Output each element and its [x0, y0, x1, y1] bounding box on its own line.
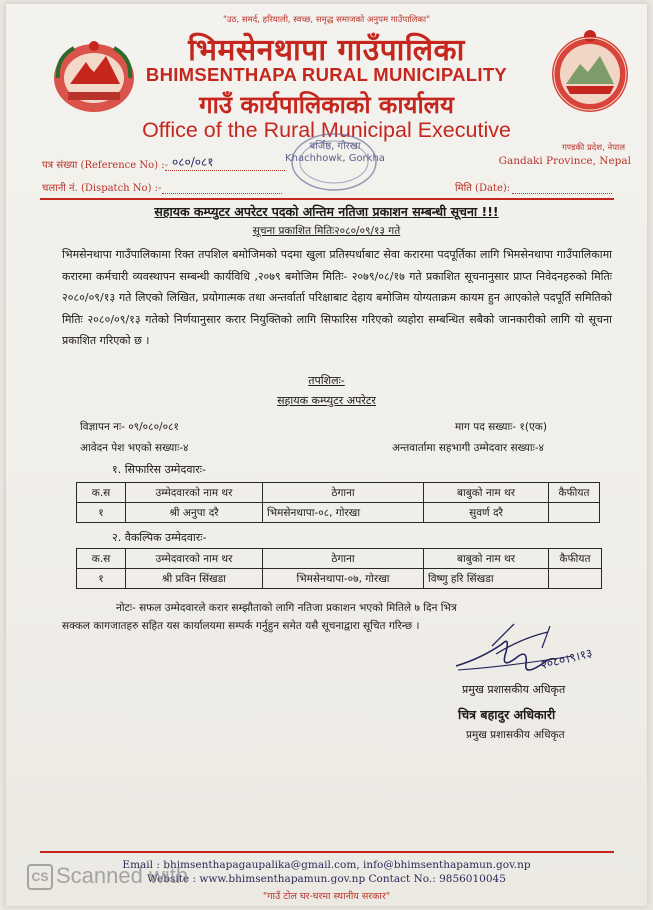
col-father: बाबुको नाम थर [424, 549, 549, 569]
col-name: उम्मेदवारको नाम थर [126, 483, 263, 503]
signature-date: २०८०।९।१३ [539, 645, 594, 673]
cell-remarks [549, 503, 600, 523]
details-label: तपशिलः- [308, 374, 345, 387]
cell-sn: १ [77, 569, 126, 589]
office-name-en: Office of the Rural Municipal Executive [142, 118, 511, 142]
note-line-2: सक्कल कागजातहरु सहित यस कार्यालयमा सम्पर्क गर्नुहुन समेत यसै सूचनाद्वारा सूचित गरिन्छ । [62, 620, 420, 632]
signatory-title: प्रमुख प्रशासकीय अधिकृत [462, 683, 566, 696]
stamp-text [265, 141, 405, 165]
stamp-line-en: Khachhowk, Gorkha [285, 153, 385, 164]
cell-father: विष्णु हरि सिंखडा [424, 569, 549, 589]
col-remarks: कैफीयत [549, 549, 602, 569]
footer-divider [40, 851, 614, 853]
col-address: ठेगाना [263, 549, 424, 569]
letterhead-divider [40, 198, 614, 200]
notice-body: भिमसेनथापा गाउँपालिकामा रिक्त तपशिल बमोजिमको पदमा खुला प्रतिस्पर्धाबाट सेवा करारमा पदपूर्तिका लागि भिमसेनथापा गाउँपालिकामा करारमा कर्मचारी व्यवस्थापन सम्बन्धी कार्यविधि ,२०७९ बमोजिम मितिः- २०७९/०८/१७ गते प्रकाशित सूचनानुसार प्राप्त निवेदनहरुको मितिः २०८०/०९/१३ गते लिएको लिखित, प्रयोगात्मक तथा अन्तर्वार्ता परिक्षाबाट देहाय बमोजिम योग्यताक्रम कायम हुन आएकोले पदपूर्ति समितिको मितिः २०८०/०९/१३ गतेको निर्णयानुसार करार नियुक्तिको लागि सिफारिस गरिएको व्यहोरा सम्बन्धित सबैको जानकारीको लागि यो सूचना प्रकाशित गरिएको छ । [62, 248, 612, 348]
letterhead-slogan: "उठ, समर्द, हरियाली, स्वच्छ, समृद्ध समाजको अनुपम गाउँपालिका" [222, 15, 431, 25]
province-en: Gandaki Province, Nepal [498, 155, 631, 167]
footer-contact: Website : www.bhimsenthapamun.gov.np Contact No.: 9856010045 [147, 873, 506, 885]
post-name: सहायक कम्प्युटर अपरेटर [277, 394, 376, 407]
cell-sn: १ [77, 503, 126, 523]
interview-count: अन्तवार्तामा सहभागी उम्मेदवार सख्याः-४ [392, 442, 544, 454]
cell-remarks [549, 569, 602, 589]
cell-name: श्री प्रविन सिंखडा [126, 569, 263, 589]
office-name-np: गाउँ कार्यपालिकाको कार्यालय [199, 91, 454, 119]
cell-father: सुवर्ण दरै [424, 503, 549, 523]
municipality-name-np: भिमसेनथापा गाउँपालिका [188, 33, 465, 68]
col-remarks: कैफीयत [549, 483, 600, 503]
camscanner-icon: CS [27, 864, 53, 890]
cell-name: श्री अनुपा दरै [126, 503, 263, 523]
footer-slogan: "गाउँ टोल घर-घरमा स्थानीय सरकार" [262, 891, 391, 902]
advert-no: विज्ञापन नः- ०९/०८०/०८१ [80, 421, 179, 433]
signatory-name: चित्र बहादुर अधिकारी [458, 707, 556, 722]
alternate-title: २. वैकल्पिक उम्मेदवारः- [112, 531, 207, 544]
col-address: ठेगाना [263, 483, 424, 503]
watermark-text: Scanned with [56, 863, 189, 888]
col-name: उम्मेदवारको नाम थर [126, 549, 263, 569]
col-sn: क.स [77, 549, 126, 569]
reference-value: ०८०/०८१ [172, 155, 214, 169]
table-header-row [77, 483, 600, 503]
recommended-title: १. सिफारिस उम्मेदवारः- [112, 463, 206, 476]
cell-address: भिमसेनथापा-०७, गोरखा [263, 569, 424, 589]
scanner-watermark [27, 863, 188, 890]
municipality-name-en: BHIMSENTHAPA RURAL MUNICIPALITY [145, 64, 508, 85]
signatory-designation: प्रमुख प्रशासकीय अधिकृत [466, 729, 565, 741]
col-sn: क.स [77, 483, 126, 503]
note-line-1: नोटः- सफल उम्मेदवारले करार सम्झौताको लागि नतिजा प्रकाशन भएको मितिले ७ दिन भित्र [116, 602, 457, 614]
cell-address: भिमसेनथापा-०८, गोरखा [263, 503, 424, 523]
date-label: मिति (Date): [455, 183, 511, 194]
col-father: बाबुको नाम थर [424, 483, 549, 503]
dispatch-label: चलानी नं. (Dispatch No) :- [42, 183, 162, 194]
footer-email: Email : bhimsenthapagaupalika@gmail.com, info@bhimsenthapamun.gov.np [122, 859, 531, 871]
demand-posts: माग पद सख्याः- १(एक) [455, 421, 547, 433]
table-header-row [77, 549, 602, 569]
recommended-table [76, 482, 600, 523]
notice-heading: सहायक कम्प्युटर अपरेटर पदको अन्तिम नतिजा प्रकाशन सम्बन्धी सूचना !!! [154, 204, 499, 219]
table-row [77, 569, 602, 589]
province-np: गण्डकी प्रदेश, नेपाल [562, 143, 625, 153]
stamp-line-np: बर्जिष्ठ, गोरखा [309, 141, 361, 152]
reference-label: पत्र संख्या (Reference No) :- [42, 160, 168, 171]
alternate-table [76, 548, 602, 589]
applications-count: आवेदन पेश भएको सख्याः-४ [80, 442, 189, 454]
table-row [77, 503, 600, 523]
published-date: सूचना प्रकाशित मितिः२०८०/०९/१३ गते [252, 225, 401, 237]
